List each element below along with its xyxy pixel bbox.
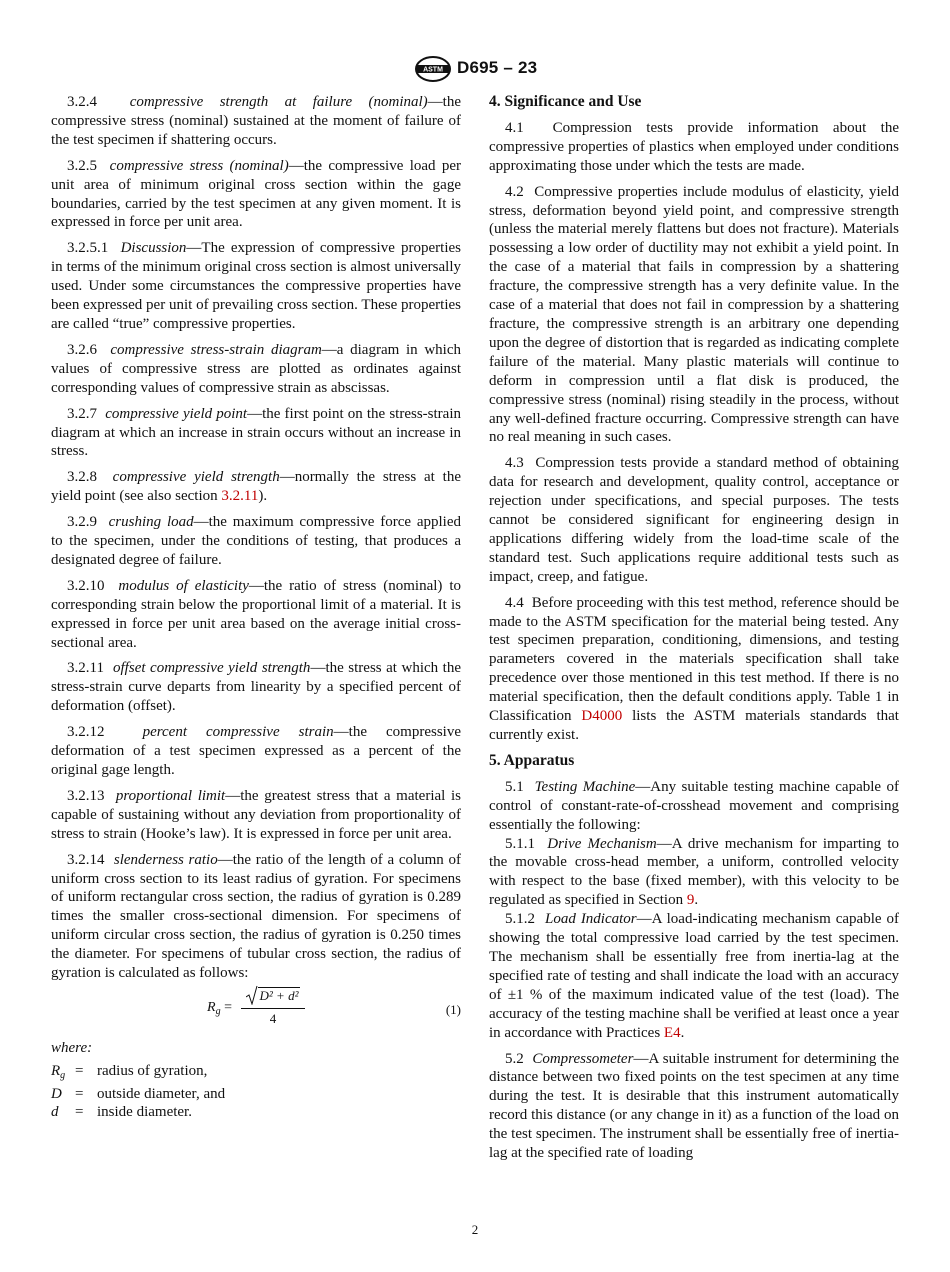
equation-denominator: 4 [269, 1010, 277, 1026]
left-column [51, 93, 461, 1121]
definition-3-2-5: 3.2.5 compressive stress (nominal)—the compressive load per unit area of minimum original cross section within the gage boundaries, carried by the test specimen at any given moment. It is expressed in force per unit area. [51, 157, 462, 231]
square-root: D² + d² [246, 987, 301, 1006]
equation-fraction [241, 987, 305, 1029]
paragraph-4-4: 4.4 Before proceeding with this test method, reference should be made to the ASTM specification for the material being tested. Any test specimen preparation, conditioning, dimensions, and testing parameters covered in the materials specification shall take precedence over those mentioned in this test method. If there is no material specification, then the default conditions apply. Table 1 in Classification D4000 lists the ASTM materials standards that currently exist. [489, 594, 900, 743]
paragraph-5-1-1: 5.1.1 Drive Mechanism—A drive mechanism for imparting to the movable cross-head member, a uniform, controlled velocity with respect to the base (fixed member), with this velocity to be regulated as specified in Section 9. [489, 835, 899, 909]
equation-radius-of-gyration [51, 987, 461, 1033]
definition-3-2-11: 3.2.11 offset compressive yield strength—the stress at which the stress-strain curve departs from linearity by a specified percent of deformation (offset). [51, 660, 462, 715]
document-designation: D695 – 23 [457, 58, 538, 77]
astm-logo-icon [414, 56, 452, 82]
svg-text:ASTM: ASTM [423, 66, 443, 74]
where-label: where: [51, 1039, 93, 1056]
definition-row: $R_g$ = radius of gyration, [51, 1062, 208, 1081]
section-heading-significance: 4. Significance and Use [489, 93, 642, 110]
definition-3-2-9: 3.2.9 crushing load—the maximum compressive force applied to the specimen, under the conditions of testing, that produces a designated degree of failure. [51, 514, 462, 568]
definition-3-2-12: 3.2.12 percent compressive strain—the compressive deformation of a test specimen expressed as a percent of the original gage length. [51, 724, 461, 778]
paragraph-5-1-2: 5.1.2 Load Indicator—A load-indicating mechanism capable of showing the total compressive load carried by the test specimen. The mechanism shall be essentially free from inertia-lag at the specified rate of testing and shall indicate the load with an accuracy of ±1 % of the maximum indicated value of the test (load). The accuracy of the testing machine shall be verified at least once a year in accordance with Practices E4. [489, 911, 900, 1041]
definition-3-2-14: 3.2.14 slenderness ratio—the ratio of the length of a column of uniform cross section to its least radius of gyration. For specimens of uniform rectangular cross section, the radius of gyration is 0.289 times the smaller cross-sectional dimension. For specimens of uniform circular cross section, the radius of gyration is 0.250 times the diameter. For specimens of tubular cross section, the radius of gyration is calculated as follows: [51, 851, 461, 982]
paragraph-4-1: 4.1 Compression tests provide information about the compressive properties of plastics when employed under conditions approximating those under which the tests are made. [489, 119, 900, 174]
definition-3-2-5-1: 3.2.5.1 Discussion—The expression of compressive properties in terms of the minimum original cross section is almost universally used. Under some circumstances the compressive properties have been expressed per unit of prevailing cross section. These properties are called “true” compressive properties. [51, 240, 461, 332]
standard-link-e4[interactable]: E4 [663, 1024, 681, 1041]
variable-definitions [51, 1062, 461, 1121]
paragraph-4-2: 4.2 Compressive properties include modulus of elasticity, yield stress, deformation beyond yield point, and compressive strength (unless the material merely flattens but does not fracture). Materials possessing a low order of ductility may not exhibit a yield point. In the case of a material that fails in compression by a shattering fracture, the compressive strength has a very definite value. In the case of a material that does not fail in compression by a shattering fracture, the compressive strength is an arbitrary one depending upon the degree of distortion that is regarded as indicating complete failure of the material. Many plastic materials will continue to deform in compression until a flat disk is produced, the compressive stress (nominal) rising steadily in the process, without any well-defined fracture occurring. Compressive strength can have no real meaning in such cases. [489, 183, 900, 446]
paragraph-5-2: 5.2 Compressometer—A suitable instrument for determining the distance between two fixed points on the test specimen at any time during the test. It is desirable that this instrument automatically record this distance (or any change in it) as a function of the load on the test specimen. The instrument shall be essentially free of inertia-lag at the specified rate of loading [489, 1050, 899, 1162]
definition-3-2-8: 3.2.8 compressive yield strength—normally the stress at the yield point (see also section 3.2.11). [51, 469, 461, 505]
right-column [489, 93, 899, 1170]
page-number: 2 [471, 1222, 479, 1237]
paragraph-5-1: 5.1 Testing Machine—Any suitable testing machine capable of control of constant-rate-of-crosshead movement and comprising essentially the following: [489, 778, 899, 833]
definition-3-2-10: 3.2.10 modulus of elasticity—the ratio of stress (nominal) to corresponding strain below the proportional limit of a material. It is expressed in force per unit area based on the average initial cross-sectional area. [51, 577, 462, 651]
equation-numerator [241, 987, 305, 1009]
definition-row: d = inside diameter. [51, 1103, 192, 1120]
paragraph-4-3: 4.3 Compression tests provide a standard method of obtaining data for research and development, quality control, acceptance or rejection under specifications, and special purposes. The tests cannot be considered significant for engineering design in applications differing widely from the load-time scale of the standard test. Such applications require additional tests such as impact, creep, and fatigue. [489, 455, 900, 585]
definition-3-2-4: 3.2.4 compressive strength at failure (nominal)—the compressive stress (nominal) sustained at the moment of failure of the test specimen if shattering occurs. [51, 94, 461, 148]
radical-sign-icon [246, 985, 258, 1005]
definition-3-2-6: 3.2.6 compressive stress-strain diagram—a diagram in which values of compressive stress are plotted as ordinates against corresponding values of compressive strain as abscissas. [51, 341, 461, 396]
section-link-3-2-11[interactable]: 3.2.11 [221, 488, 259, 505]
equation-number: (1) [445, 1001, 461, 1017]
standard-link-d4000[interactable]: D4000 [581, 708, 623, 725]
definition-row: D = outside diameter, and [51, 1085, 226, 1102]
section-link-9[interactable]: 9 [686, 892, 695, 909]
section-heading-apparatus: 5. Apparatus [489, 751, 575, 769]
equation-lhs: $R_g$ = [207, 999, 232, 1017]
definition-3-2-7: 3.2.7 compressive yield point—the first point on the stress-strain diagram at which an increase in strain occurs without an increase in stress. [51, 405, 461, 460]
definition-3-2-13: 3.2.13 proportional limit—the greatest stress that a material is capable of sustaining without any deviation from proportionality of stress to strain (Hooke’s law). It is expressed in force per unit area. [51, 787, 462, 842]
page-header [0, 56, 950, 82]
